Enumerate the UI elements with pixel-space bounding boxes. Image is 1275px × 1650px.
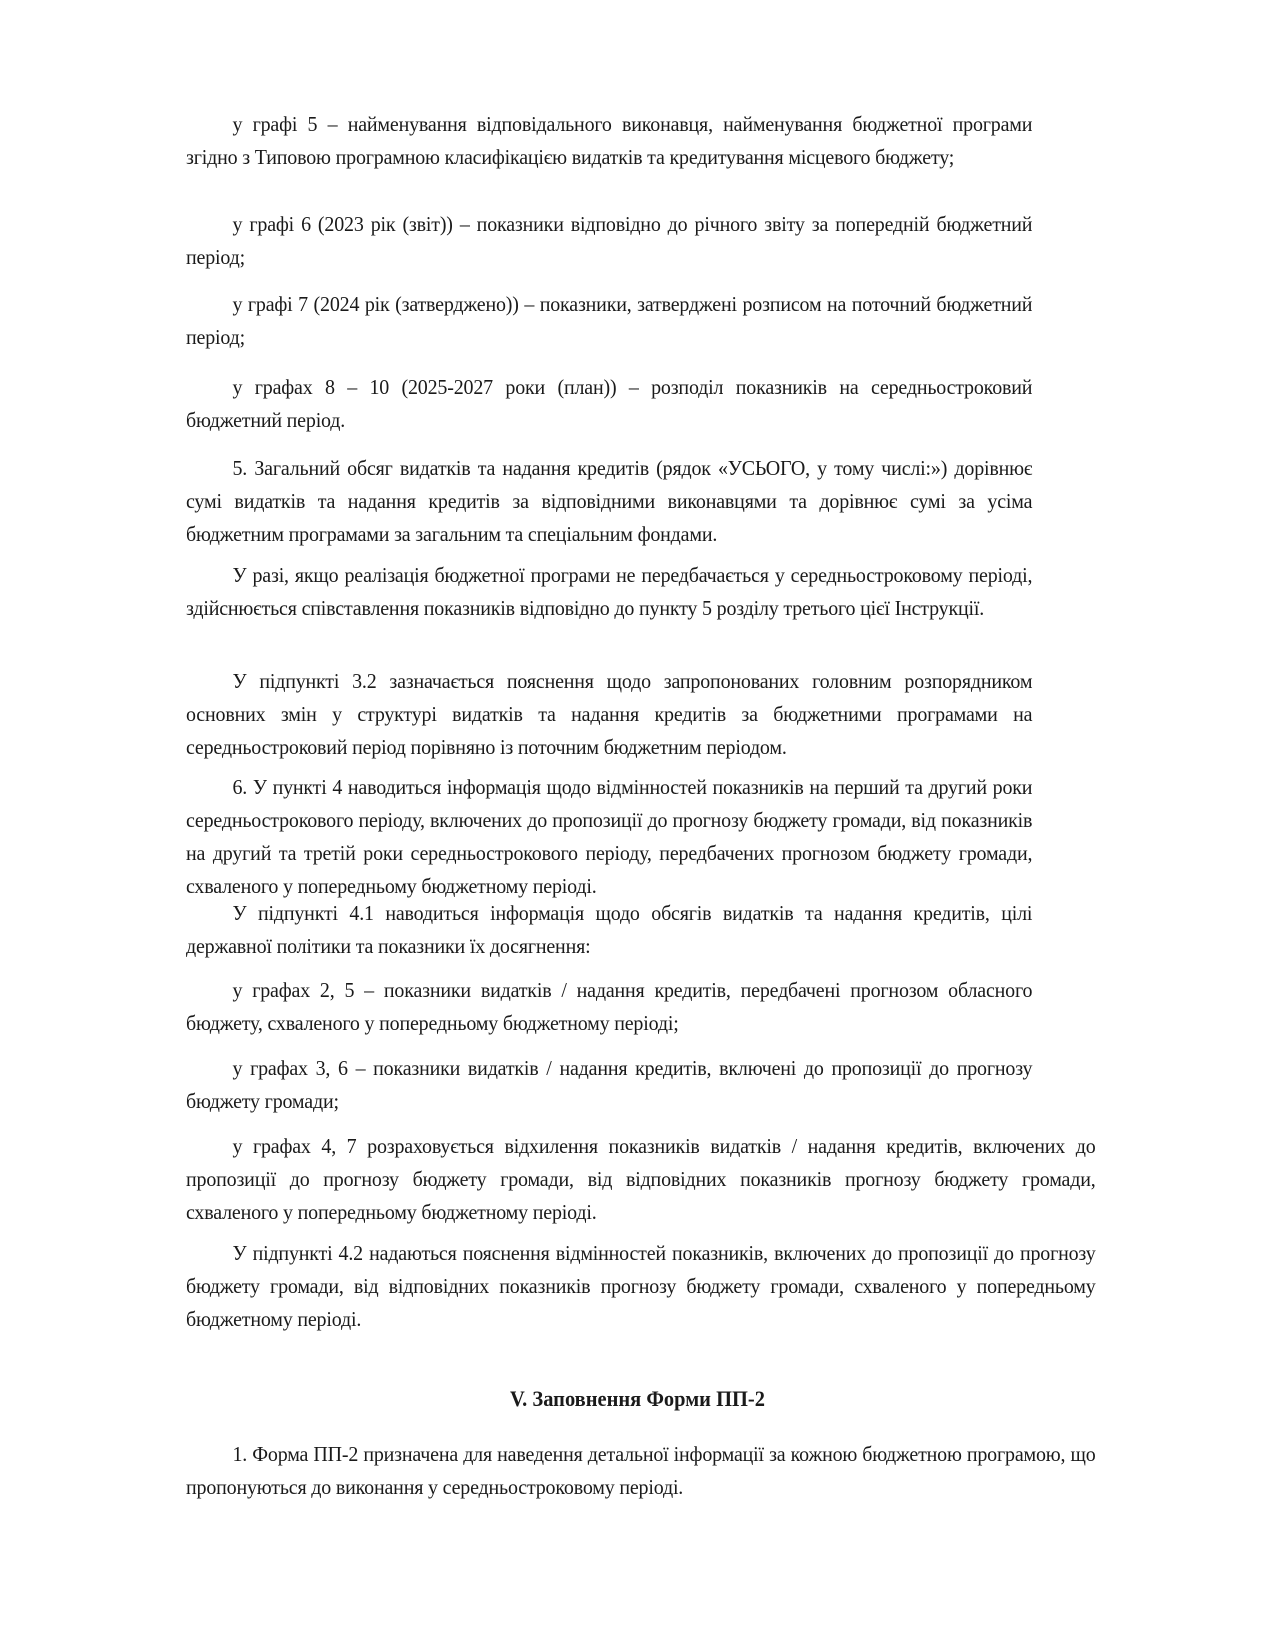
paragraph-columns-2-5: у графах 2, 5 – показники видатків / надання кредитів, передбачені прогнозом обласного бюджету, схваленого у попередньому бюджетному періоді; (186, 978, 1033, 1035)
paragraph-columns-3-6: у графах 3, 6 – показники видатків / надання кредитів, включені до пропозиції до прогнозу бюджету громади; (186, 1056, 1033, 1113)
paragraph-item-5: 5. Загальний обсяг видатків та надання кредитів (рядок «УСЬОГО, у тому числі:») дорівнює сумі видатків та надання кредитів за відповідними виконавцями та дорівнює сумі за усіма бюджетним програмами за загальним та спеціальним фондами. (186, 456, 1033, 546)
paragraph-subitem-4-2: У підпункті 4.2 надаються пояснення відмінностей показників, включених до пропозиції до прогнозу бюджету громади, від відповідних показників прогнозу бюджету громади, схваленого у попередньому бюджетному періоді. (186, 1241, 1096, 1331)
paragraph-column-6: у графі 6 (2023 рік (звіт)) – показники відповідно до річного звіту за попередній бюджетний період; (186, 212, 1033, 269)
paragraph-no-program: У разі, якщо реалізація бюджетної програми не передбачається у середньостроковому періоді, здійснюється співставлення показників відповідно до пункту 5 розділу третього цієї Інструкції. (186, 563, 1033, 620)
paragraph-item-6: 6. У пункті 4 наводиться інформація щодо відмінностей показників на перший та другий роки середньострокового періоду, включених до пропозиції до прогнозу бюджету громади, від показників на другий та третій роки середньострокового періоду, передбачених прогнозом бюджету громади, схваленого у попередньому бюджетному періоді. (186, 775, 1033, 898)
paragraph-subitem-4-1: У підпункті 4.1 наводиться інформація щодо обсягів видатків та надання кредитів, цілі державної політики та показники їх досягнення: (186, 901, 1033, 958)
paragraph-column-5: у графі 5 – найменування відповідального виконавця, найменування бюджетної програми згідно з Типовою програмною класифікацією видатків та кредитування місцевого бюджету; (186, 112, 1033, 169)
paragraph-columns-4-7: у графах 4, 7 розраховується відхилення показників видатків / надання кредитів, включених до пропозиції до прогнозу бюджету громади, від відповідних показників прогнозу бюджету громади, схваленого у попередньому бюджетному періоді. (186, 1134, 1096, 1224)
paragraph-columns-8-10: у графах 8 – 10 (2025-2027 роки (план)) – розподіл показників на середньостроковий бюджетний період. (186, 375, 1033, 432)
paragraph-form-pp2: 1. Форма ПП-2 призначена для наведення детальної інформації за кожною бюджетною програмою, що пропонуються до виконання у середньостроковому періоді. (186, 1442, 1096, 1499)
section-heading: V. Заповнення Форми ПП-2 (510, 1386, 765, 1411)
paragraph-column-7: у графі 7 (2024 рік (затверджено)) – показники, затверджені розписом на поточний бюджетний період; (186, 292, 1033, 349)
paragraph-subitem-3-2: У підпункті 3.2 зазначається пояснення щодо запропонованих головним розпорядником основних змін у структурі видатків та надання кредитів за бюджетними програмами на середньостроковий період порівняно із поточним бюджетним періодом. (186, 669, 1033, 759)
